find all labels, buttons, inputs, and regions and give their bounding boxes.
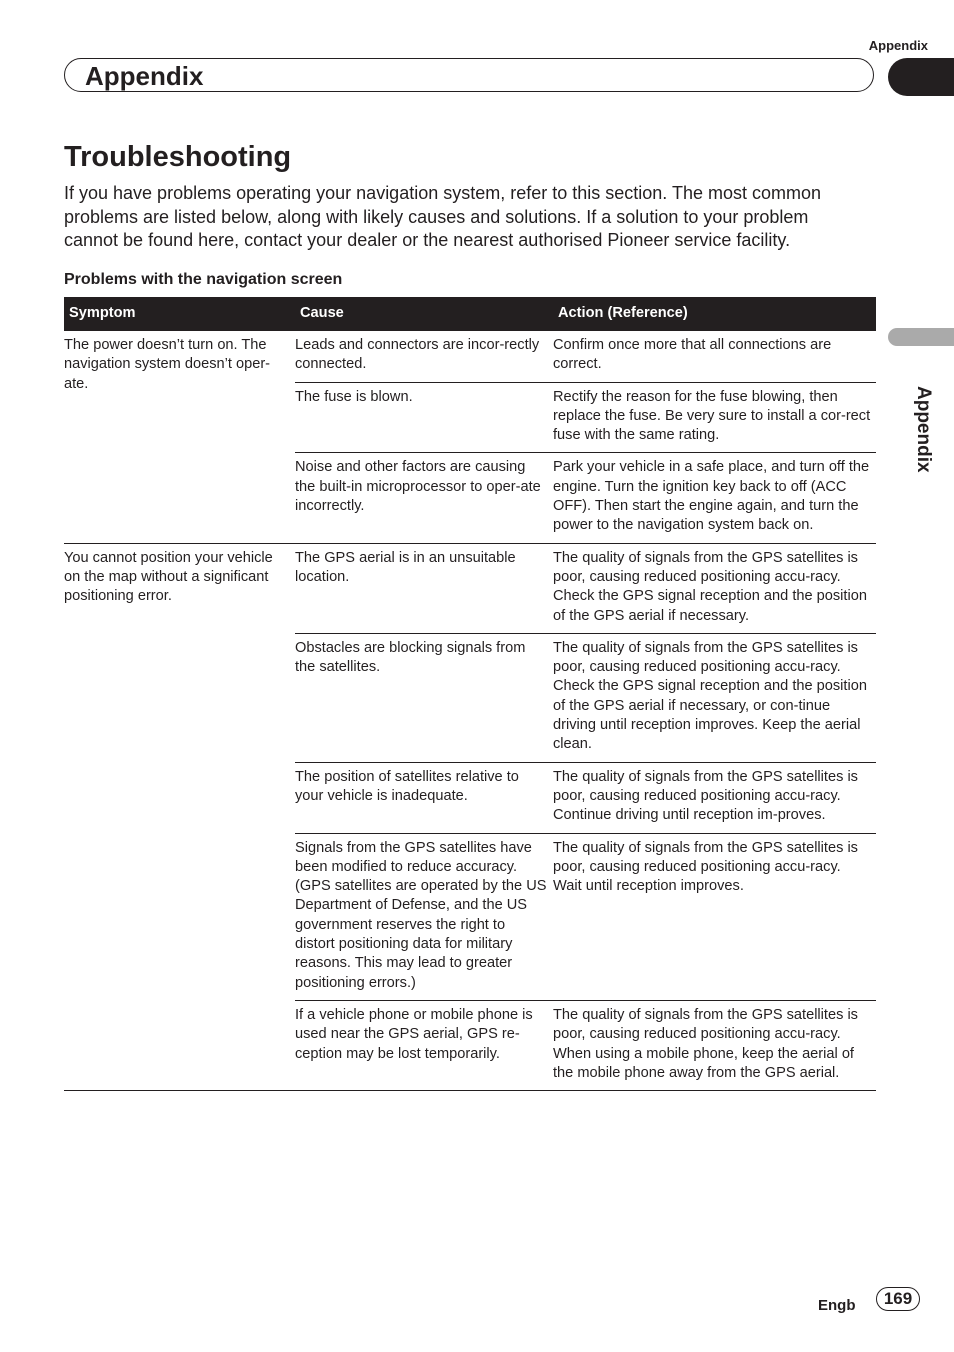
cause-cell: The fuse is blown. — [295, 382, 553, 453]
intro-paragraph: If you have problems operating your navigation system, refer to this section. The most common problems are listed below, along with likely causes and solutions. If a solution to your problem cannot be found here, contact your dealer or the nearest authorised Pioneer service facility. — [64, 183, 822, 250]
action-cell: The quality of signals from the GPS satellites is poor, causing reduced positioning accu-racy. Wait until reception improves. — [553, 833, 876, 1000]
cause-cell: The position of satellites relative to your vehicle is inadequate. — [295, 762, 553, 833]
footer-language: Engb — [818, 1297, 856, 1314]
section-banner-label: Appendix — [85, 61, 204, 91]
action-cell: Rectify the reason for the fuse blowing, then replace the fuse. Be very sure to install a cor-rect fuse with the same rating. — [553, 382, 876, 453]
action-cell: The quality of signals from the GPS satellites is poor, causing reduced positioning accu-racy. Check the GPS signal reception and the position of the GPS aerial if necessary. — [553, 543, 876, 633]
table-header-row — [64, 297, 876, 331]
action-cell: The quality of signals from the GPS satellites is poor, causing reduced positioning accu-racy. Continue driving until reception im-proves. — [553, 762, 876, 833]
side-tab-marker — [888, 328, 954, 346]
troubleshooting-table — [64, 297, 876, 1091]
header-action: Action (Reference) — [553, 297, 876, 331]
section-banner — [64, 58, 874, 92]
running-head: Appendix — [868, 38, 928, 53]
section-tab-marker — [888, 58, 954, 96]
symptom-cell: The power doesn’t turn on. The navigation system doesn’t oper-ate. — [64, 331, 295, 543]
action-cell: The quality of signals from the GPS satellites is poor, causing reduced positioning accu-racy. When using a mobile phone, keep the aerial of the mobile phone away from the GPS aerial. — [553, 1000, 876, 1090]
table-heading: Problems with the navigation screen — [64, 271, 343, 288]
action-cell: The quality of signals from the GPS satellites is poor, causing reduced positioning accu-racy. Check the GPS signal reception and the position of the GPS aerial if necessary, or con-tinue driving until reception improves. Keep the aerial clean. — [553, 633, 876, 762]
table-row — [64, 331, 876, 382]
header-symptom: Symptom — [64, 297, 295, 331]
page-title: Troubleshooting — [64, 141, 292, 173]
cause-cell: Leads and connectors are incor-rectly connected. — [295, 331, 553, 382]
page-number: 169 — [876, 1287, 920, 1311]
table-row — [64, 543, 876, 633]
header-cause: Cause — [295, 297, 553, 331]
symptom-cell: You cannot position your vehicle on the map without a significant positioning error. — [64, 543, 295, 1090]
cause-cell: Obstacles are blocking signals from the satellites. — [295, 633, 553, 762]
side-tab-label: Appendix — [913, 386, 934, 473]
cause-cell: Signals from the GPS satellites have been modified to reduce accuracy. (GPS satellites are operated by the US Department of Defense, and the US government reserves the right to distort positioning data for military reasons. This may lead to greater positioning errors.) — [295, 833, 553, 1000]
cause-cell: Noise and other factors are causing the built-in microprocessor to oper-ate incorrectly. — [295, 453, 553, 543]
cause-cell: The GPS aerial is in an unsuitable location. — [295, 543, 553, 633]
cause-cell: If a vehicle phone or mobile phone is used near the GPS aerial, GPS re-ception may be lost temporarily. — [295, 1000, 553, 1090]
action-cell: Confirm once more that all connections are correct. — [553, 331, 876, 382]
action-cell: Park your vehicle in a safe place, and turn off the engine. Turn the ignition key back to off (ACC OFF). Then start the engine again, and turn the power to the navigation system back on. — [553, 453, 876, 543]
